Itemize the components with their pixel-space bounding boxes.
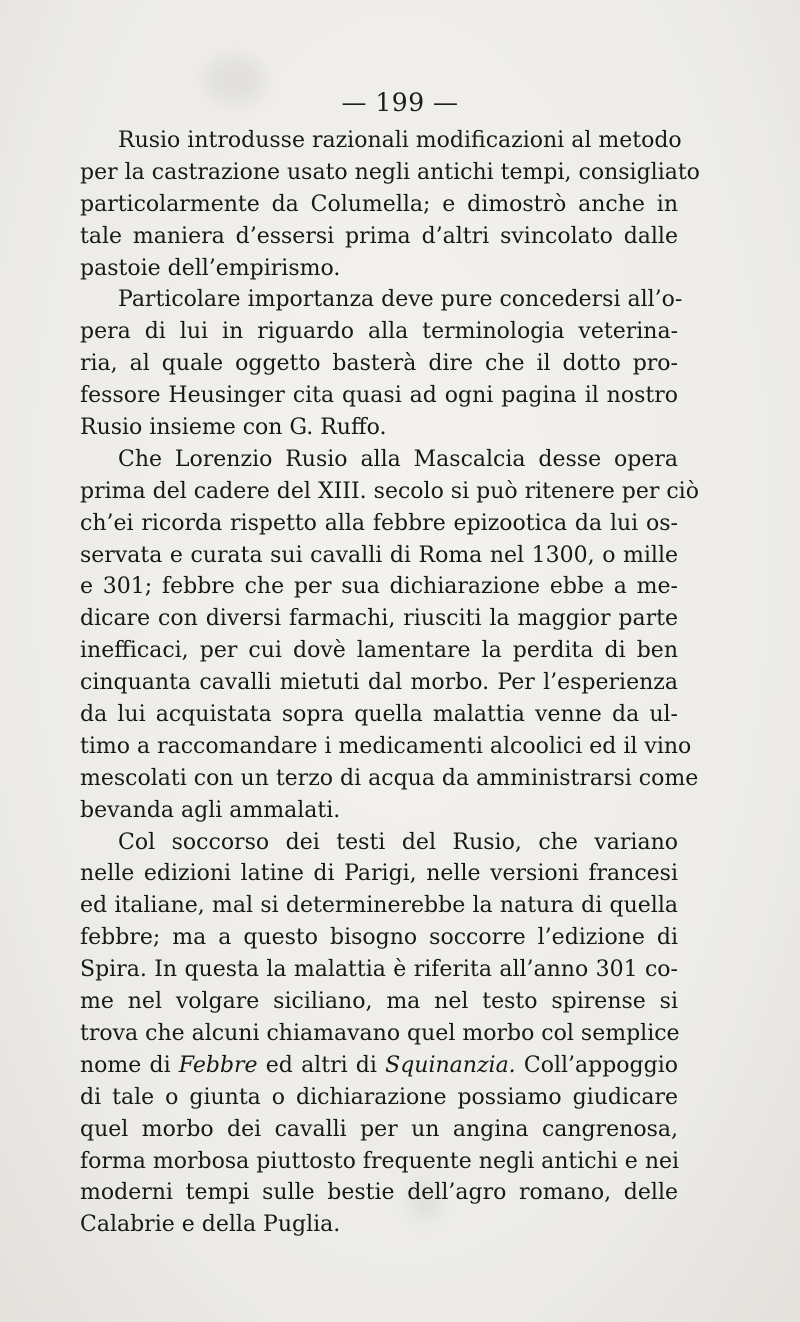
paragraph bbox=[80, 444, 699, 827]
text-line: pastoie dell’empirismo. bbox=[80, 255, 341, 281]
text-line: particolarmente da Columella; e dimostrò anche in bbox=[80, 191, 678, 217]
text-line: quel morbo dei cavalli per un angina cangrenosa, bbox=[80, 1116, 678, 1142]
text-line: moderni tempi sulle bestie dell’agro romano, delle bbox=[80, 1180, 678, 1206]
text-line: fessore Heusinger cita quasi ad ogni pagina il nostro bbox=[80, 383, 678, 409]
text-run: nome di bbox=[80, 1052, 179, 1078]
text-line: da lui acquistata sopra quella malattia venne da ul- bbox=[80, 702, 678, 728]
text-line: nelle edizioni latine di Parigi, nelle versioni francesi bbox=[80, 861, 678, 887]
text-line: pera di lui in riguardo alla terminologia veterina- bbox=[80, 319, 678, 345]
text-line: dicare con diversi farmachi, riusciti la maggior parte bbox=[80, 606, 678, 632]
text-line: servata e curata sui cavalli di Roma nel 1300, o mille bbox=[80, 542, 678, 568]
italic-term: Squinanzia. bbox=[385, 1052, 516, 1078]
text-run: Coll’appoggio bbox=[515, 1052, 678, 1078]
text-line: ch’ei ricorda rispetto alla febbre epizootica da lui os- bbox=[80, 510, 678, 536]
text-line: Che Lorenzio Rusio alla Mascalcia desse opera bbox=[118, 446, 678, 472]
body-text bbox=[80, 125, 700, 1241]
text-line: prima del cadere del XIII. secolo si può ritenere per ciò bbox=[80, 478, 699, 504]
text-line: timo a raccomandare i medicamenti alcoolici ed il vino bbox=[80, 733, 692, 759]
text-line: febbre; ma a questo bisogno soccorre l’edizione di bbox=[80, 925, 678, 951]
paragraph bbox=[80, 125, 700, 284]
text-line: cinquanta cavalli mietuti dal morbo. Per l’esperienza bbox=[80, 670, 678, 696]
text-line: Spira. In questa la malattia è riferita all’anno 301 co- bbox=[80, 957, 678, 983]
text-line: inefficaci, per cui dovè lamentare la perdita di ben bbox=[80, 638, 678, 664]
text-line: ria, al quale oggetto basterà dire che il dotto pro- bbox=[80, 351, 678, 377]
text-line: di tale o giunta o dichiarazione possiamo giudicare bbox=[80, 1084, 678, 1110]
text-line: e 301; febbre che per sua dichiarazione ebbe a me- bbox=[80, 574, 678, 600]
text-line: mescolati con un terzo di acqua da amministrarsi come bbox=[80, 765, 699, 791]
text-line: me nel volgare siciliano, ma nel testo spirense si bbox=[80, 989, 678, 1015]
italic-term: Febbre bbox=[178, 1052, 258, 1078]
text-line: Rusio insieme con G. Ruffo. bbox=[80, 415, 387, 441]
text-line: tale maniera d’essersi prima d’altri svincolato dalle bbox=[80, 223, 678, 249]
page-number: — 199 — bbox=[341, 88, 459, 117]
text-line: trova che alcuni chiamavano quel morbo col semplice bbox=[80, 1020, 680, 1046]
text-run: ed altri di bbox=[257, 1052, 386, 1078]
text-line: Calabrie e della Puglia. bbox=[80, 1212, 341, 1238]
text-line: Col soccorso dei testi del Rusio, che variano bbox=[118, 829, 678, 855]
paragraph bbox=[80, 827, 678, 1242]
paragraph bbox=[80, 284, 683, 443]
text-line-with-italics bbox=[80, 1050, 678, 1082]
text-line: ed italiane, mal si determinerebbe la natura di quella bbox=[80, 893, 678, 919]
text-line: Particolare importanza deve pure concedersi all’o- bbox=[118, 287, 683, 313]
text-line: per la castrazione usato negli antichi tempi, consigliato bbox=[80, 159, 700, 185]
text-line: forma morbosa piuttosto frequente negli antichi e nei bbox=[80, 1148, 680, 1174]
text-line: bevanda agli ammalati. bbox=[80, 797, 341, 823]
text-line: Rusio introdusse razionali modificazioni al metodo bbox=[118, 128, 682, 153]
